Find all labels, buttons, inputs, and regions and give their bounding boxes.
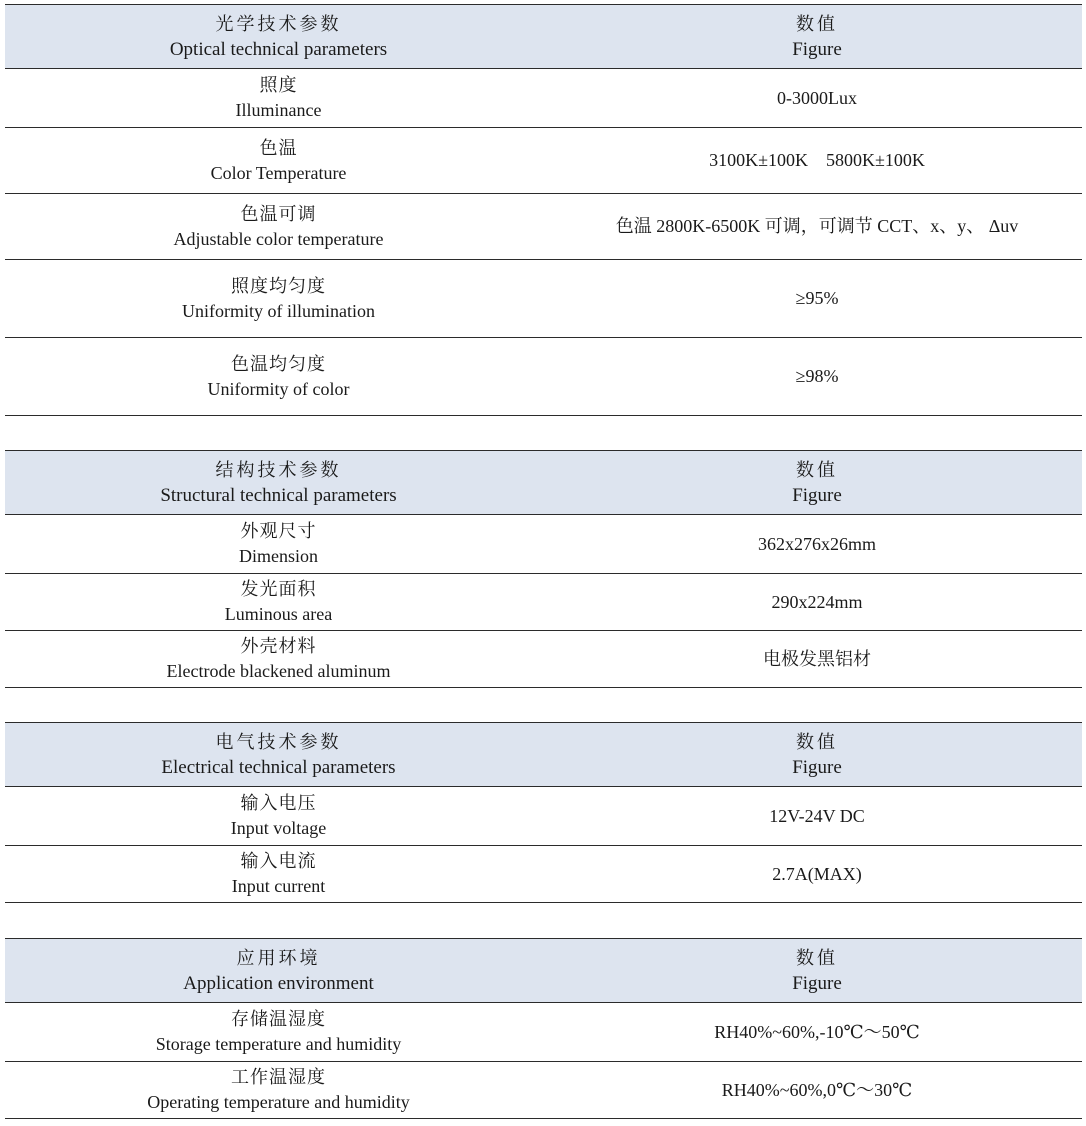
parameter-en: Operating temperature and humidity <box>147 1092 410 1112</box>
header-value-zh: 数值 <box>796 731 838 753</box>
parameter-en: Uniformity of color <box>207 378 350 399</box>
parameter-cell <box>5 631 552 688</box>
parameter-cell <box>5 69 552 128</box>
parameter-cell <box>5 1003 552 1062</box>
header-en: Optical technical parameters <box>169 38 388 60</box>
parameter-zh: 工作温湿度 <box>231 1067 326 1088</box>
parameter-cell <box>5 1062 552 1119</box>
optical-parameters-table <box>5 4 1082 416</box>
header-value-en: Figure <box>792 756 842 778</box>
header-en: Structural technical parameters <box>160 484 397 506</box>
parameter-en: Input voltage <box>230 818 327 838</box>
parameter-zh: 发光面积 <box>240 579 317 600</box>
header-zh: 光学技术参数 <box>215 13 342 35</box>
parameter-zh: 照度 <box>259 75 298 96</box>
table-row <box>5 1062 1082 1119</box>
table-header-row <box>5 939 1082 1003</box>
value-cell: 362x276x26mm <box>552 515 1082 574</box>
value-cell: 2.7A(MAX) <box>552 846 1082 903</box>
parameter-en: Illuminance <box>235 100 322 120</box>
parameter-zh: 存储温湿度 <box>231 1009 326 1030</box>
table-header-row <box>5 723 1082 787</box>
header-value-zh: 数值 <box>796 13 838 35</box>
parameter-cell <box>5 194 552 260</box>
parameter-en: Dimension <box>239 546 318 566</box>
parameter-cell <box>5 574 552 631</box>
parameter-en: Uniformity of illumination <box>182 300 375 321</box>
value-cell: RH40%~60%,0℃～30℃ <box>552 1062 1082 1119</box>
parameter-en: Input current <box>231 876 326 896</box>
structural-parameters-table <box>5 450 1082 688</box>
table-row <box>5 69 1082 128</box>
header-en: Electrical technical parameters <box>161 756 396 778</box>
table-row <box>5 515 1082 574</box>
parameter-cell <box>5 128 552 194</box>
parameter-column-header <box>5 723 552 787</box>
header-zh: 电气技术参数 <box>215 731 342 753</box>
header-en: Application environment <box>183 972 374 994</box>
value-cell: 0-3000Lux <box>552 69 1082 128</box>
parameter-column-header <box>5 939 552 1003</box>
table-row <box>5 194 1082 260</box>
parameter-column-header <box>5 5 552 69</box>
table-row <box>5 574 1082 631</box>
value-cell: 12V-24V DC <box>552 787 1082 846</box>
parameter-en: Storage temperature and humidity <box>155 1034 402 1054</box>
parameter-en: Electrode blackened aluminum <box>166 661 391 681</box>
parameter-en: Adjustable color temperature <box>173 228 384 249</box>
value-column-header <box>552 5 1082 69</box>
parameter-zh: 外壳材料 <box>240 636 317 657</box>
table-row <box>5 846 1082 903</box>
value-column-header <box>552 451 1082 515</box>
value-cell: ≥98% <box>552 338 1082 416</box>
parameter-en: Luminous area <box>224 604 333 624</box>
parameter-zh: 外观尺寸 <box>240 521 317 542</box>
table-row <box>5 128 1082 194</box>
header-value-zh: 数值 <box>796 947 838 969</box>
value-column-header <box>552 723 1082 787</box>
electrical-parameters-table <box>5 722 1082 903</box>
header-zh: 应用环境 <box>236 947 321 969</box>
parameter-cell <box>5 338 552 416</box>
header-value-en: Figure <box>792 38 842 60</box>
parameter-zh: 色温 <box>259 137 298 159</box>
header-value-en: Figure <box>792 484 842 506</box>
parameter-zh: 色温均匀度 <box>231 353 326 375</box>
table-row <box>5 260 1082 338</box>
parameter-en: Color Temperature <box>210 162 347 183</box>
value-cell: 色温 2800K-6500K 可调，可调节 CCT、x、y、 Δuv <box>552 194 1082 260</box>
table-row <box>5 1003 1082 1062</box>
header-zh: 结构技术参数 <box>215 459 342 481</box>
application-environment-table <box>5 938 1082 1119</box>
value-cell: 290x224mm <box>552 574 1082 631</box>
parameter-cell <box>5 846 552 903</box>
table-header-row <box>5 451 1082 515</box>
value-cell: RH40%~60%,-10℃～50℃ <box>552 1003 1082 1062</box>
parameter-zh: 输入电压 <box>240 793 317 814</box>
value-column-header <box>552 939 1082 1003</box>
parameter-zh: 色温可调 <box>240 203 317 225</box>
value-cell: ≥95% <box>552 260 1082 338</box>
parameter-cell <box>5 787 552 846</box>
table-row <box>5 338 1082 416</box>
header-value-en: Figure <box>792 972 842 994</box>
parameter-zh: 照度均匀度 <box>231 275 326 297</box>
table-row <box>5 631 1082 688</box>
table-row <box>5 787 1082 846</box>
parameter-zh: 输入电流 <box>240 851 317 872</box>
parameter-column-header <box>5 451 552 515</box>
parameter-cell <box>5 515 552 574</box>
value-cell: 电极发黑铝材 <box>552 631 1082 688</box>
parameter-cell <box>5 260 552 338</box>
header-value-zh: 数值 <box>796 459 838 481</box>
table-header-row <box>5 5 1082 69</box>
value-cell: 3100K±100K 5800K±100K <box>552 128 1082 194</box>
